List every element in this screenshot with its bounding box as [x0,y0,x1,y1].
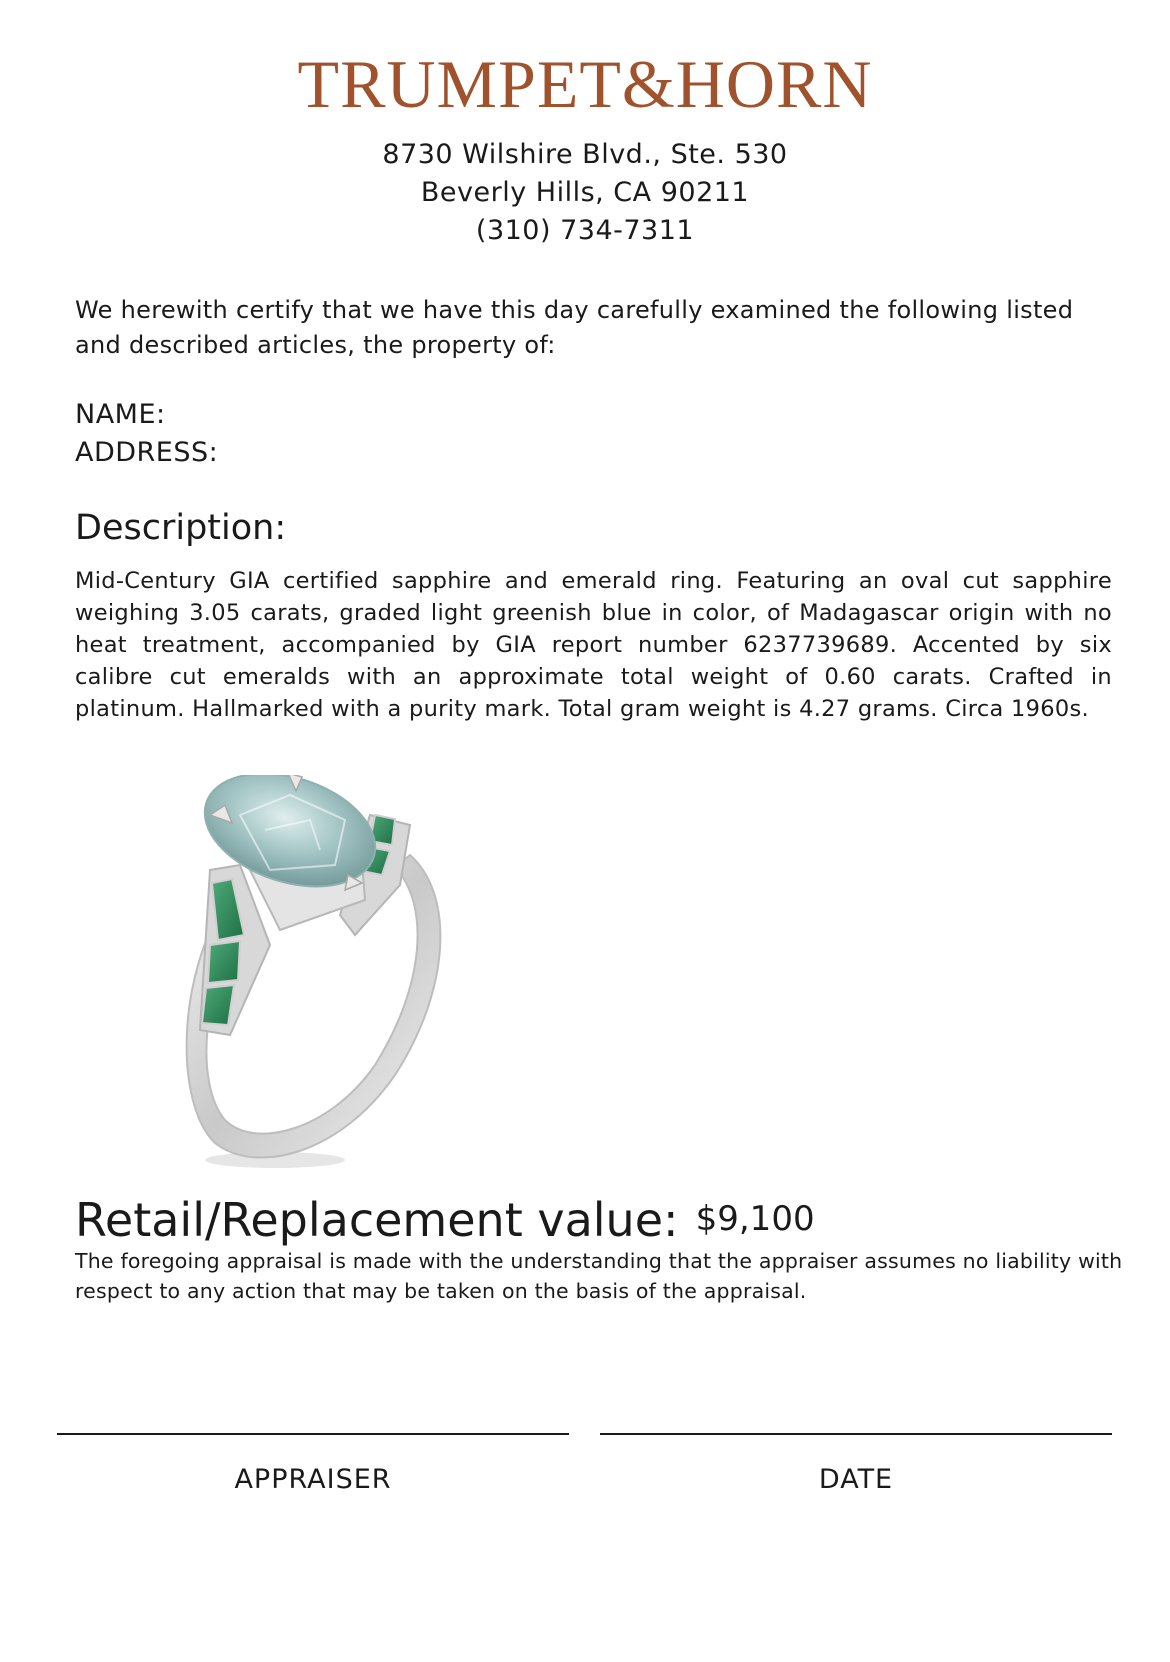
company-logo: TRUMPET&HORN [297,46,873,122]
description-title: Description: [75,508,287,548]
appraiser-signature-line [57,1433,569,1435]
appraiser-label: APPRAISER [234,1464,392,1495]
certification-intro: We herewith certify that we have this day carefully examined the following listed and described articles, the property of: [75,296,1074,359]
ring-photo [170,775,490,1175]
phone-number: (310) 734-7311 [475,215,695,246]
valuation-amount: $9,100 [695,1199,815,1239]
date-label: DATE [818,1464,894,1495]
description-text: Mid-Century GIA certified sapphire and emerald ring. Featuring an oval cut sapphire weighing 3.05 carats, graded light greenish blue in color, of Madagascar origin with no heat treatment, accompanied by GIA report number 6237739689. Accented by six calibre cut emeralds with an approximate total weight of 0.60 carats. Crafted in platinum. Hallmarked with a purity mark. Total gram weight is 4.27 grams. Circa 1960s. [75,568,1112,722]
name-label: NAME: [75,399,166,430]
address-line-1: 8730 Wilshire Blvd., Ste. 530 [382,139,788,170]
valuation-row [75,1192,815,1253]
liability-disclaimer: The foregoing appraisal is made with the understanding that the appraiser assumes no liability with respect to any action that may be taken on the basis of the appraisal. [75,1249,1123,1303]
date-signature-line [600,1433,1112,1435]
address-line-2: Beverly Hills, CA 90211 [420,177,750,208]
address-label: ADDRESS: [75,437,219,468]
valuation-label: Retail/Replacement value: [75,1193,679,1247]
company-address [0,136,1170,250]
